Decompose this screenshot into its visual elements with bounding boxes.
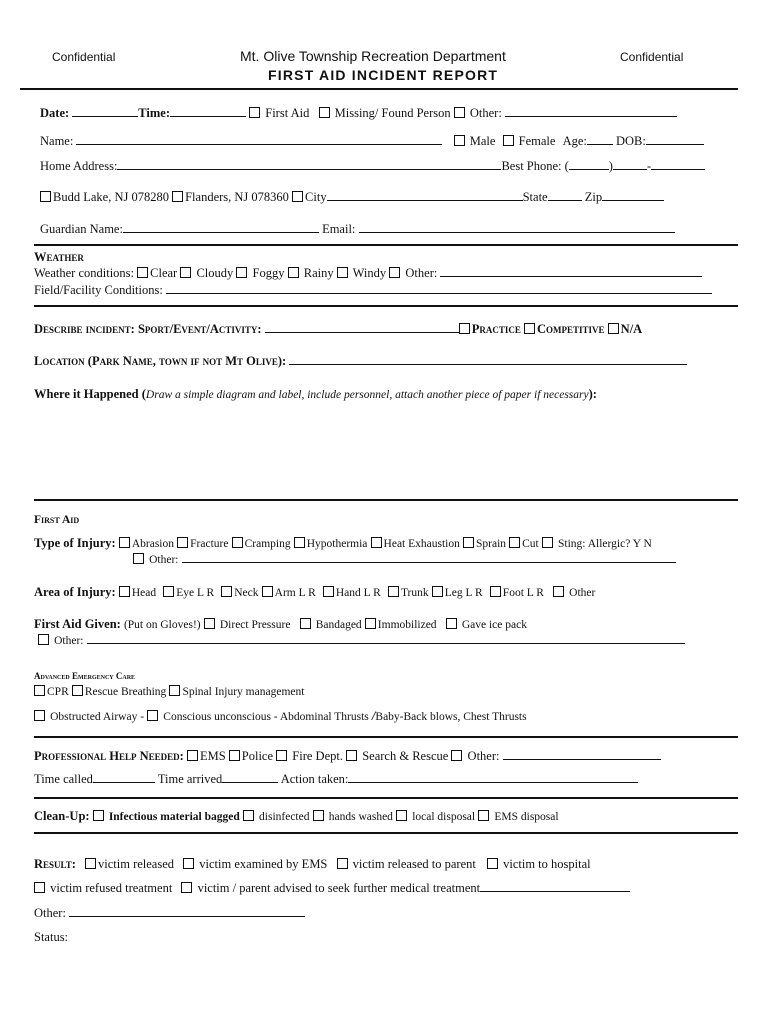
immobilized-checkbox[interactable]: [365, 618, 376, 629]
rule-cleanup-top: [34, 797, 738, 799]
facility-label: Field/Facility Conditions:: [34, 283, 163, 297]
area-leg-label: Leg L R: [444, 587, 483, 599]
weather-cloudy-checkbox[interactable]: [180, 267, 191, 278]
injury-area-label: Area of Injury:: [34, 585, 116, 599]
ice-pack-checkbox[interactable]: [446, 618, 457, 629]
victim-released-label: victim released: [98, 857, 175, 871]
phone-label: Best Phone: (: [501, 159, 569, 173]
hands-washed-checkbox[interactable]: [313, 810, 324, 821]
advanced-heading: Advanced Emergency Care: [34, 671, 136, 681]
sprain-label: Sprain: [475, 538, 507, 550]
weather-other-label: Other:: [405, 266, 438, 280]
aid-given-row: [34, 616, 527, 633]
injury-type-label: Type of Injury:: [34, 536, 116, 550]
professional-label: Professional Help Needed:: [34, 749, 184, 763]
time-called-field[interactable]: [93, 771, 155, 783]
phone-line-field[interactable]: [651, 158, 705, 170]
cleanup-row: [34, 808, 559, 825]
flanders-checkbox[interactable]: [172, 191, 183, 202]
abrasion-label: Abrasion: [131, 538, 175, 550]
cramping-label: Cramping: [244, 538, 291, 550]
age-field[interactable]: [587, 133, 613, 145]
ems-disposal-checkbox[interactable]: [478, 810, 489, 821]
area-trunk-label: Trunk: [400, 587, 429, 599]
practice-checkbox[interactable]: [459, 323, 470, 334]
rescue-breathing-label: Rescue Breathing: [84, 686, 167, 698]
fire-dept-label: Fire Dept.: [292, 749, 343, 763]
hypothermia-label: Hypothermia: [306, 538, 368, 550]
disinfected-label: disinfected: [259, 811, 310, 823]
time-arrived-field[interactable]: [222, 771, 278, 783]
city-checkbox[interactable]: [292, 191, 303, 202]
rule-professional-top: [34, 736, 738, 738]
ems-checkbox[interactable]: [187, 750, 198, 761]
budd-lake-checkbox[interactable]: [40, 191, 51, 202]
sting-checkbox[interactable]: [542, 537, 553, 548]
obstructed-airway-checkbox[interactable]: [34, 710, 45, 721]
refused-treatment-label: victim refused treatment: [50, 881, 173, 895]
phone-area-field[interactable]: [569, 158, 609, 170]
cramping-checkbox[interactable]: [232, 537, 243, 548]
rule-first-aid-top: [34, 499, 738, 501]
confidential-left: Confidential: [52, 50, 116, 64]
area-trunk-checkbox[interactable]: [388, 586, 399, 597]
police-label: Police: [241, 749, 274, 763]
spinal-label: Spinal Injury management: [182, 686, 305, 698]
search-rescue-checkbox[interactable]: [346, 750, 357, 761]
report-title: FIRST AID INCIDENT REPORT: [268, 67, 499, 83]
weather-foggy-checkbox[interactable]: [236, 267, 247, 278]
bandaged-checkbox[interactable]: [300, 618, 311, 629]
zip-label: Zip: [584, 190, 603, 204]
time-field[interactable]: [170, 105, 246, 117]
first-aid-heading: First Aid: [34, 514, 80, 526]
aid-other-label: Other:: [54, 635, 84, 647]
weather-windy-checkbox[interactable]: [337, 267, 348, 278]
advanced-row-1: [34, 683, 304, 700]
area-eye-checkbox[interactable]: [163, 586, 174, 597]
area-neck-label: Neck: [234, 587, 259, 599]
name-row: [40, 133, 704, 149]
heat-exhaustion-label: Heat Exhaustion: [383, 538, 460, 550]
result-row-2: [34, 880, 630, 896]
to-hospital-checkbox[interactable]: [487, 858, 498, 869]
missing-person-label: Missing/ Found Person: [334, 106, 451, 120]
guardian-field[interactable]: [123, 221, 319, 233]
where-close: ):: [588, 387, 597, 401]
fire-dept-checkbox[interactable]: [276, 750, 287, 761]
dob-field[interactable]: [646, 133, 704, 145]
professional-other-checkbox[interactable]: [451, 750, 462, 761]
aid-other-checkbox[interactable]: [38, 634, 49, 645]
weather-foggy-label: Foggy: [252, 266, 285, 280]
practice-label: Practice: [471, 322, 521, 336]
area-leg-checkbox[interactable]: [432, 586, 443, 597]
fracture-checkbox[interactable]: [177, 537, 188, 548]
date-field[interactable]: [72, 105, 138, 117]
facility-row: [34, 282, 712, 298]
area-hand-label: Hand L R: [335, 587, 381, 599]
weather-cloudy-label: Cloudy: [196, 266, 234, 280]
na-label: N/A: [620, 322, 643, 336]
injury-other-field[interactable]: [182, 551, 676, 563]
facility-field[interactable]: [166, 282, 712, 294]
area-eye-label: Eye L R: [176, 587, 215, 599]
professional-other-field[interactable]: [503, 748, 661, 760]
female-checkbox[interactable]: [503, 135, 514, 146]
confidential-right: Confidential: [620, 50, 684, 64]
name-label: Name:: [40, 134, 74, 148]
weather-clear-checkbox[interactable]: [137, 267, 148, 278]
guardian-row: [40, 221, 675, 237]
aid-given-label: First Aid Given:: [34, 617, 121, 631]
professional-row: [34, 748, 661, 764]
time-label: Time:: [138, 106, 170, 120]
weather-rainy-label: Rainy: [303, 266, 334, 280]
area-other-checkbox[interactable]: [553, 586, 564, 597]
victim-examined-label: victim examined by EMS: [199, 857, 328, 871]
city-field[interactable]: [327, 189, 523, 201]
phone-prefix-field[interactable]: [613, 158, 647, 170]
rule-weather-top: [34, 244, 738, 246]
immobilized-label: Immobilized: [377, 619, 437, 631]
victim-released-checkbox[interactable]: [85, 858, 96, 869]
refused-treatment-checkbox[interactable]: [34, 882, 45, 893]
describe-incident-row: [34, 321, 642, 337]
action-taken-field[interactable]: [348, 771, 638, 783]
department-title: Mt. Olive Township Recreation Department: [240, 48, 506, 64]
action-taken-label: Action taken:: [280, 772, 349, 786]
ems-label: EMS: [199, 749, 226, 763]
conscious-checkbox[interactable]: [147, 710, 158, 721]
aid-other-row: [38, 632, 685, 649]
describe-incident-label: Describe incident: Sport/Event/Activity:: [34, 322, 262, 336]
baby-back-label: Baby-Back blows, Chest Thrusts: [375, 711, 527, 723]
where-row: [34, 386, 597, 403]
conscious-label: Conscious unconscious - Abdominal Thrusts: [163, 711, 369, 723]
injury-type-row: [34, 535, 652, 552]
hands-washed-label: hands washed: [328, 811, 393, 823]
state-field[interactable]: [548, 189, 582, 201]
email-label: Email:: [322, 222, 356, 236]
competitive-checkbox[interactable]: [524, 323, 535, 334]
na-checkbox[interactable]: [608, 323, 619, 334]
weather-conditions-label: Weather conditions:: [34, 266, 135, 280]
cut-label: Cut: [522, 538, 539, 550]
male-label: Male: [469, 134, 496, 148]
slash-divider: /: [371, 709, 376, 723]
injury-other-row: [133, 551, 676, 568]
city-label: City: [305, 190, 327, 204]
area-hand-checkbox[interactable]: [323, 586, 334, 597]
area-neck-checkbox[interactable]: [221, 586, 232, 597]
area-foot-label: Foot L R: [502, 587, 544, 599]
local-disposal-label: local disposal: [412, 811, 476, 823]
area-other-label: Other: [569, 587, 596, 599]
status-row: [34, 929, 68, 945]
area-head-label: Head: [131, 587, 157, 599]
area-head-checkbox[interactable]: [119, 586, 130, 597]
other-type-checkbox[interactable]: [454, 107, 465, 118]
direct-pressure-checkbox[interactable]: [204, 618, 215, 629]
weather-rainy-checkbox[interactable]: [288, 267, 299, 278]
police-checkbox[interactable]: [229, 750, 240, 761]
email-field[interactable]: [359, 221, 675, 233]
times-row: [34, 771, 638, 787]
result-other-row: [34, 905, 305, 921]
disinfected-checkbox[interactable]: [243, 810, 254, 821]
location-row: [34, 353, 687, 369]
rescue-breathing-checkbox[interactable]: [72, 685, 83, 696]
state-label: State: [522, 190, 548, 204]
area-foot-checkbox[interactable]: [490, 586, 501, 597]
abrasion-checkbox[interactable]: [119, 537, 130, 548]
gloves-note: (Put on Gloves!): [123, 619, 201, 631]
flanders-label: Flanders, NJ 078360: [185, 190, 289, 204]
other-type-field[interactable]: [505, 105, 677, 117]
cut-checkbox[interactable]: [509, 537, 520, 548]
town-row: [40, 189, 664, 205]
advanced-row-2: [34, 708, 527, 725]
obstructed-airway-label: Obstructed Airway -: [50, 711, 145, 723]
date-time-row: [40, 105, 677, 121]
header-rule: [20, 88, 738, 90]
age-label: Age:: [562, 134, 587, 148]
direct-pressure-label: Direct Pressure: [219, 619, 291, 631]
sprain-checkbox[interactable]: [463, 537, 474, 548]
result-other-field[interactable]: [69, 905, 305, 917]
result-other-label: Other:: [34, 906, 66, 920]
time-called-label: Time called: [34, 772, 93, 786]
professional-other-label: Other:: [467, 749, 500, 763]
released-to-parent-label: victim released to parent: [352, 857, 476, 871]
advised-treatment-field[interactable]: [480, 880, 630, 892]
fracture-label: Fracture: [190, 538, 229, 550]
describe-incident-field[interactable]: [265, 321, 459, 333]
time-arrived-label: Time arrived: [157, 772, 223, 786]
area-arm-label: Arm L R: [274, 587, 316, 599]
name-field[interactable]: [76, 133, 442, 145]
advised-treatment-label: victim / parent advised to seek further medical treatment: [197, 881, 481, 895]
infectious-label: Infectious material bagged: [108, 811, 240, 823]
bandaged-label: Bandaged: [315, 619, 362, 631]
guardian-label: Guardian Name:: [40, 222, 123, 236]
weather-windy-label: Windy: [352, 266, 387, 280]
budd-lake-label: Budd Lake, NJ 078280: [53, 190, 169, 204]
advised-treatment-checkbox[interactable]: [181, 882, 192, 893]
diagram-area[interactable]: [34, 406, 738, 494]
aid-other-field[interactable]: [87, 632, 685, 644]
weather-other-field[interactable]: [440, 265, 702, 277]
heat-exhaustion-checkbox[interactable]: [371, 537, 382, 548]
infectious-checkbox[interactable]: [93, 810, 104, 821]
cpr-label: CPR: [47, 686, 69, 698]
status-label: Status:: [34, 930, 69, 944]
first-aid-label: First Aid: [265, 106, 310, 120]
other-type-label: Other:: [469, 106, 502, 120]
victim-examined-checkbox[interactable]: [183, 858, 194, 869]
competitive-label: Competitive: [537, 322, 605, 336]
rule-result-top: [34, 832, 738, 834]
where-label: Where it Happened (: [34, 387, 146, 401]
phone-dash: -: [646, 159, 652, 173]
rule-incident-top: [34, 305, 738, 307]
spinal-checkbox[interactable]: [169, 685, 180, 696]
sting-label: Sting: Allergic? Y N: [558, 538, 652, 550]
injury-other-checkbox[interactable]: [133, 553, 144, 564]
ems-disposal-label: EMS disposal: [494, 811, 559, 823]
location-label: Location (Park Name, town if not Mt Olive):: [34, 354, 287, 368]
search-rescue-label: Search & Rescue: [362, 749, 449, 763]
home-address-label: Home Address:: [40, 159, 118, 173]
dob-label: DOB:: [616, 134, 646, 148]
ice-pack-label: Gave ice pack: [461, 619, 527, 631]
local-disposal-checkbox[interactable]: [396, 810, 407, 821]
home-address-field[interactable]: [117, 158, 501, 170]
result-row-1: [34, 856, 591, 872]
weather-heading: Weather: [34, 250, 84, 264]
missing-person-checkbox[interactable]: [319, 107, 330, 118]
cpr-checkbox[interactable]: [34, 685, 45, 696]
first-aid-checkbox[interactable]: [249, 107, 260, 118]
weather-clear-label: Clear: [150, 266, 178, 280]
zip-field[interactable]: [602, 189, 664, 201]
weather-conditions-row: [34, 265, 702, 281]
injury-area-row: [34, 584, 595, 601]
cleanup-label: Clean-Up:: [34, 809, 90, 823]
to-hospital-label: victim to hospital: [503, 857, 591, 871]
injury-other-label: Other:: [149, 554, 179, 566]
hypothermia-checkbox[interactable]: [294, 537, 305, 548]
male-checkbox[interactable]: [454, 135, 465, 146]
phone-paren: ): [608, 159, 613, 173]
address-row: [40, 158, 705, 174]
female-label: Female: [518, 134, 556, 148]
result-label: Result:: [34, 857, 76, 871]
released-to-parent-checkbox[interactable]: [337, 858, 348, 869]
location-field[interactable]: [289, 353, 687, 365]
area-arm-checkbox[interactable]: [262, 586, 273, 597]
date-label: Date:: [40, 106, 70, 120]
weather-other-checkbox[interactable]: [389, 267, 400, 278]
where-instructions: Draw a simple diagram and label, include personnel, attach another piece of paper if necessary: [145, 389, 589, 401]
